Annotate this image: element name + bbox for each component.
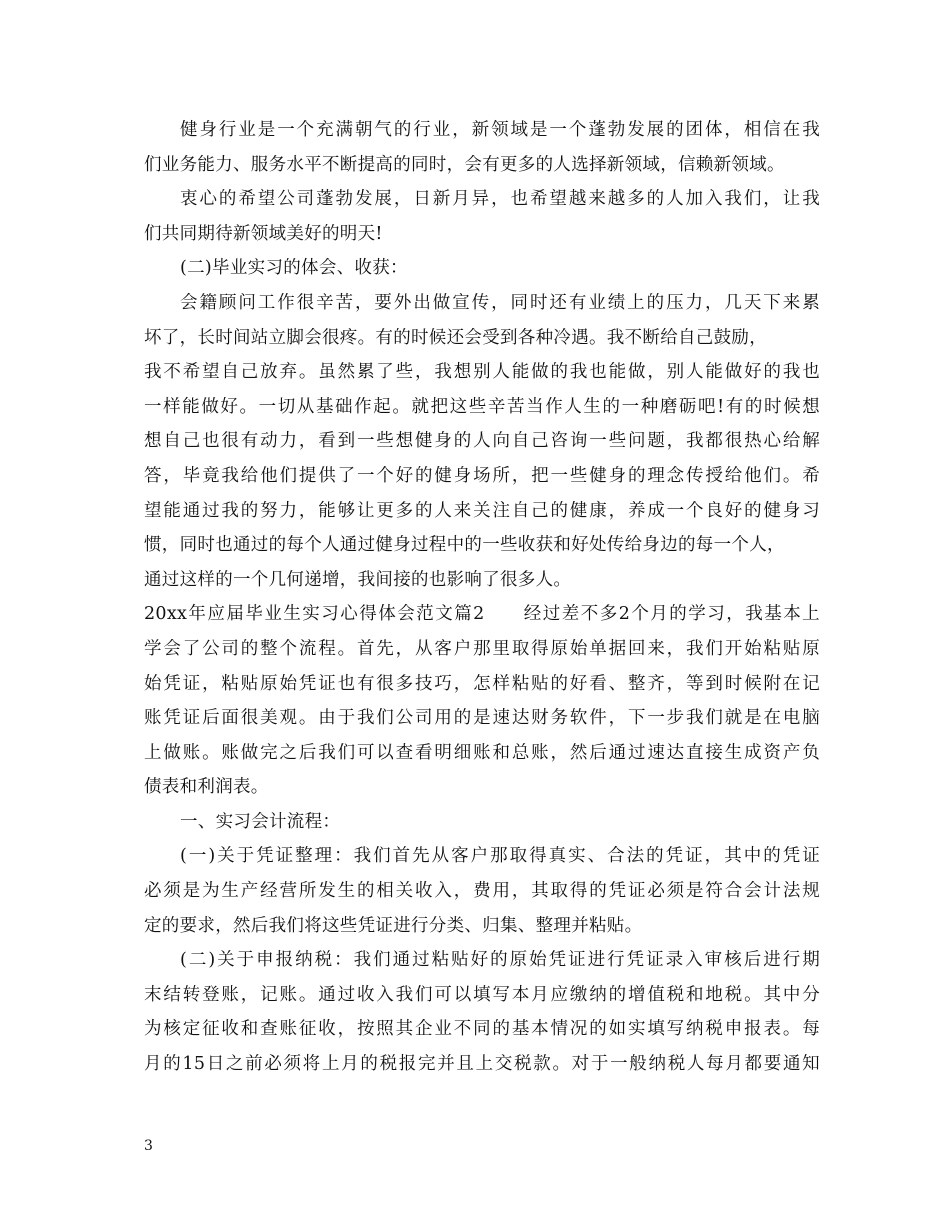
text-line: 始凭证，粘贴原始凭证也有很多技巧，怎样粘贴的好看、整齐，等到时候附在记: [144, 673, 820, 694]
text-line: 一样能做好。一切从基础作起。就把这些辛苦当作人生的一种磨砺吧!有的时候想: [144, 396, 820, 417]
text-line: 月的15日之前必须将上月的税报完并且上交税款。对于一般纳税人每月都要通知: [144, 1054, 820, 1075]
text-line: 通过这样的一个几何递增，我间接的也影响了很多人。: [144, 569, 572, 590]
text-line: 我不希望自己放弃。虽然累了些，我想别人能做的我也能做，别人能做好的我也: [144, 362, 820, 383]
article-title-line: 20xx年应届毕业生实习心得体会范文篇2 经过差不多2个月的学习，我基本上: [144, 604, 820, 625]
text-line: 学会了公司的整个流程。首先，从客户那里取得原始单据回来，我们开始粘贴原: [144, 638, 820, 659]
text-line: 坏了，长时间站立脚会很疼。有的时候还会受到各种冷遇。我不断给自己鼓励，: [144, 327, 767, 348]
text-line: 必须是为生产经营所发生的相关收入，费用，其取得的凭证必须是符合会计法规: [144, 881, 820, 902]
text-line: (一)关于凭证整理：我们首先从客户那取得真实、合法的凭证，其中的凭证: [180, 846, 820, 867]
text-line: 健身行业是一个充满朝气的行业，新领域是一个蓬勃发展的团体，相信在我: [180, 120, 820, 140]
text-line: 末结转登账，记账。通过收入我们可以填写本月应缴纳的增值税和地税。其中分: [144, 984, 820, 1005]
section-heading: (二)毕业实习的体会、收获：: [180, 258, 408, 279]
section-heading: 一、实习会计流程：: [180, 811, 341, 832]
text-line: 账凭证后面很美观。由于我们公司用的是速达财务软件，下一步我们就是在电脑: [144, 708, 820, 729]
text-line: 上做账。账做完之后我们可以查看明细账和总账，然后通过速达直接生成资产负: [144, 742, 820, 763]
page-number: 3: [144, 1138, 153, 1154]
text-line: 望能通过我的努力，能够让更多的人来关注自己的健康，养成一个良好的健身习: [144, 500, 820, 521]
text-line: 衷心的希望公司蓬勃发展，日新月异，也希望越来越多的人加入我们，让我: [180, 189, 820, 210]
text-line: 们共同期待新领域美好的明天!: [144, 223, 383, 244]
text-line: 答，毕竟我给他们提供了一个好的健身场所，把一些健身的理念传授给他们。希: [144, 465, 820, 486]
text-line: (二)关于申报纳税：我们通过粘贴好的原始凭证进行凭证录入审核后进行期: [180, 950, 820, 971]
text-line: 想自己也很有动力，看到一些想健身的人向自己咨询一些问题，我都很热心给解: [144, 431, 820, 452]
text-line: 为核定征收和查账征收，按照其企业不同的基本情况的如实填写纳税申报表。每: [144, 1019, 820, 1040]
text-line: 会籍顾问工作很辛苦，要外出做宣传，同时还有业绩上的压力，几天下来累: [180, 292, 820, 313]
body-text: [144, 113, 820, 1082]
text-line: 定的要求，然后我们将这些凭证进行分类、归集、整理并粘贴。: [144, 915, 643, 936]
text-line: 债表和利润表。: [144, 777, 269, 798]
text-line: 们业务能力、服务水平不断提高的同时，会有更多的人选择新领域，信赖新领域。: [144, 154, 785, 175]
text-line: 惯，同时也通过的每个人通过健身过程中的一些收获和好处传给身边的每一个人，: [144, 535, 785, 556]
